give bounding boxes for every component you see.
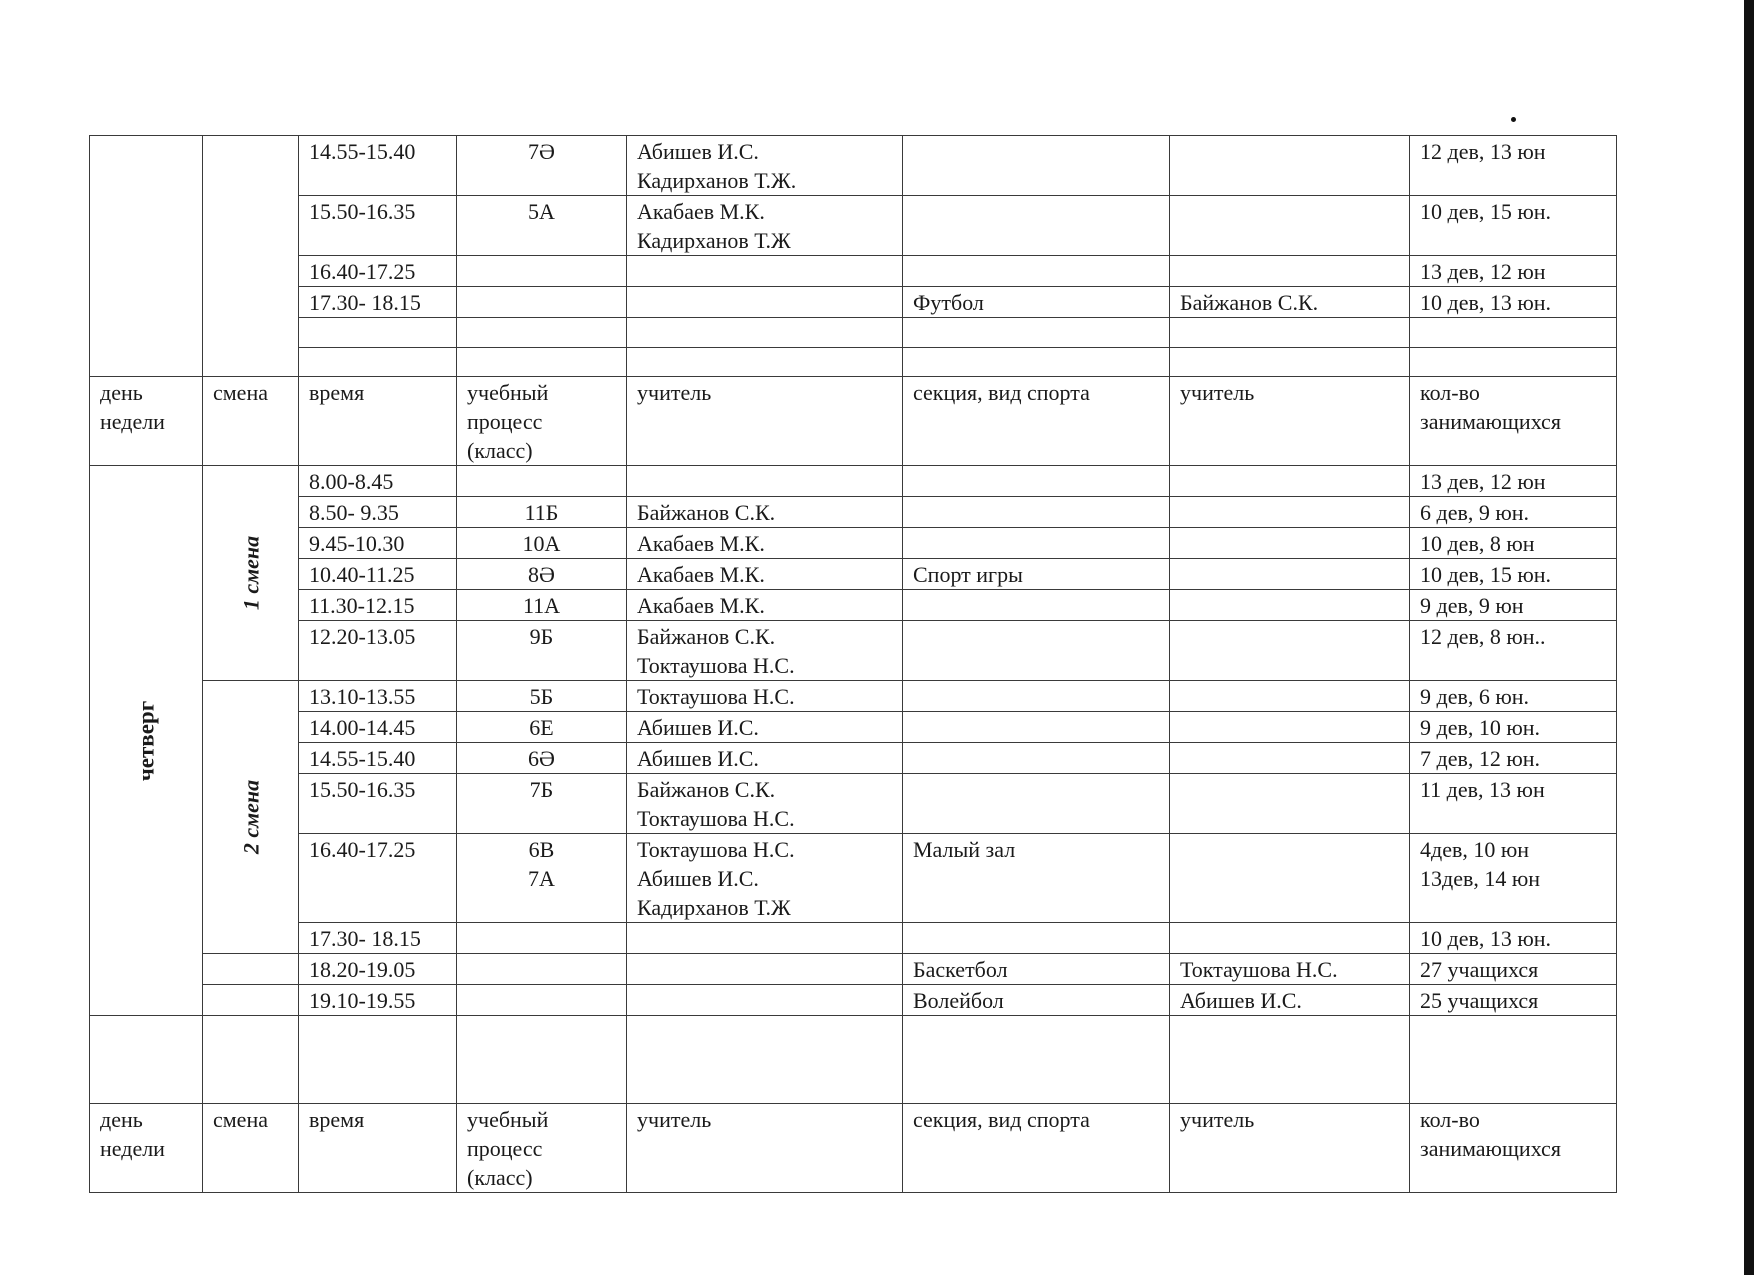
class-label: 11А: [522, 593, 561, 618]
day-cell-blank: [90, 136, 203, 377]
header-process: [457, 377, 627, 466]
header-row: [90, 1104, 1617, 1193]
teacher-cell: [627, 681, 903, 712]
count-cell: [1410, 528, 1617, 559]
teacher-name: Байжанов С.К.: [637, 624, 776, 649]
teacher-cell: [627, 954, 903, 985]
count-value: 9 дев, 9 юн: [1420, 593, 1524, 618]
count-cell: [1410, 834, 1617, 923]
teacher-name: Байжанов С.К.: [637, 777, 776, 802]
header-coach: учитель: [1170, 377, 1410, 466]
class-label: [467, 467, 616, 496]
table-row: [90, 136, 1617, 196]
section-cell: Баскетбол: [903, 954, 1170, 985]
day-cell: [90, 466, 203, 1016]
teacher-name: [637, 467, 892, 496]
coach-cell: [1170, 923, 1410, 954]
teacher-cell: [627, 743, 903, 774]
empty-cell: [299, 348, 457, 377]
shift1-cell-label: 1 смена: [238, 535, 263, 611]
class-cell: [457, 590, 627, 621]
section-cell: Футбол: [903, 287, 1170, 318]
time-cell: 18.20-19.05: [299, 954, 457, 985]
count-value: 10 дев, 13 юн.: [1420, 290, 1552, 315]
empty-cell: [203, 1016, 299, 1104]
coach-cell: Абишев И.С.: [1170, 985, 1410, 1016]
teacher-cell: [627, 497, 903, 528]
count-cell: [1410, 287, 1617, 318]
teacher-name: Байжанов С.К.: [637, 500, 776, 525]
table-row: [90, 774, 1617, 834]
count-value: 13дев, 14 юн: [1420, 866, 1541, 891]
teacher-name: [637, 924, 892, 953]
count-value: 6 дев, 9 юн.: [1420, 500, 1530, 525]
coach-cell: [1170, 466, 1410, 497]
count-value: 12 дев, 13 юн: [1420, 139, 1546, 164]
coach-cell: [1170, 590, 1410, 621]
count-value: 4дев, 10 юн: [1420, 837, 1530, 862]
class-label: [467, 986, 616, 1015]
shift2-cell-label: 2 смена: [238, 779, 263, 855]
count-value: 13 дев, 12 юн: [1420, 259, 1546, 284]
header-section: секция, вид спорта: [903, 377, 1170, 466]
header-coach: учитель: [1170, 1104, 1410, 1193]
time-cell: 19.10-19.55: [299, 985, 457, 1016]
empty-cell: [627, 1016, 903, 1104]
empty-cell: [1170, 318, 1410, 348]
empty-cell: [627, 318, 903, 348]
teacher-name: Акабаев М.К.: [637, 199, 765, 224]
teacher-name: [637, 257, 892, 286]
teacher-cell: [627, 136, 903, 196]
empty-cell: [457, 348, 627, 377]
empty-cell: [1410, 318, 1617, 348]
count-value: 10 дев, 13 юн.: [1420, 926, 1552, 951]
class-cell: [457, 559, 627, 590]
header-count: [1410, 377, 1617, 466]
time-cell: 8.00-8.45: [299, 466, 457, 497]
count-cell: [1410, 712, 1617, 743]
schedule-table: [89, 135, 1617, 1193]
count-value: 25 учащихся: [1420, 988, 1539, 1013]
class-cell: [457, 834, 627, 923]
section-cell: [903, 196, 1170, 256]
time-cell: 15.50-16.35: [299, 196, 457, 256]
class-label: 7Ә: [528, 139, 555, 164]
teacher-name: Кадирханов Т.Ж: [637, 228, 791, 253]
shift-cell-blank: [203, 985, 299, 1016]
teacher-cell: [627, 528, 903, 559]
section-cell: [903, 923, 1170, 954]
teacher-name: Токтаушова Н.С.: [637, 837, 795, 862]
time-cell: 14.55-15.40: [299, 743, 457, 774]
section-cell: [903, 621, 1170, 681]
header-process-line: учебный: [467, 1107, 549, 1132]
section-cell: [903, 681, 1170, 712]
count-value: 9 дев, 6 юн.: [1420, 684, 1530, 709]
class-cell: [457, 985, 627, 1016]
header-process-line: процесс: [467, 409, 543, 434]
class-cell: [457, 466, 627, 497]
header-day: день недели: [90, 377, 203, 466]
section-cell: [903, 743, 1170, 774]
count-cell: [1410, 681, 1617, 712]
teacher-name: Акабаев М.К.: [637, 593, 765, 618]
empty-row: [90, 318, 1617, 348]
teacher-name: Абишев И.С.: [637, 746, 759, 771]
time-cell: 11.30-12.15: [299, 590, 457, 621]
empty-cell: [1410, 348, 1617, 377]
teacher-name: [637, 986, 892, 1015]
coach-cell: Токтаушова Н.С.: [1170, 954, 1410, 985]
table-row: [90, 497, 1617, 528]
empty-cell: [1170, 348, 1410, 377]
header-shift: смена: [203, 1104, 299, 1193]
header-count-line: занимающихся: [1420, 409, 1561, 434]
count-cell: [1410, 466, 1617, 497]
class-label: 7А: [528, 866, 555, 891]
shift-cell-blank: [203, 136, 299, 377]
empty-row: [90, 1016, 1617, 1104]
time-cell: 14.55-15.40: [299, 136, 457, 196]
header-count-line: кол-во: [1420, 380, 1480, 405]
class-cell: [457, 528, 627, 559]
section-cell: [903, 136, 1170, 196]
coach-cell: [1170, 256, 1410, 287]
class-cell: [457, 743, 627, 774]
section-cell: [903, 497, 1170, 528]
coach-cell: [1170, 743, 1410, 774]
time-cell: 15.50-16.35: [299, 774, 457, 834]
table-row: [90, 985, 1617, 1016]
section-cell: [903, 590, 1170, 621]
section-cell: Спорт игры: [903, 559, 1170, 590]
time-cell: 13.10-13.55: [299, 681, 457, 712]
scan-speck: [1511, 117, 1516, 122]
count-value: 10 дев, 8 юн: [1420, 531, 1535, 556]
class-cell: [457, 621, 627, 681]
teacher-name: Акабаев М.К.: [637, 562, 765, 587]
table-row: [90, 256, 1617, 287]
coach-cell: [1170, 497, 1410, 528]
count-cell: [1410, 621, 1617, 681]
empty-cell: [1410, 1016, 1617, 1104]
header-process-line: (класс): [467, 1165, 533, 1190]
time-cell: 16.40-17.25: [299, 256, 457, 287]
shift2-cell: [203, 681, 299, 954]
class-cell: [457, 954, 627, 985]
time-cell: 12.20-13.05: [299, 621, 457, 681]
empty-cell: [903, 1016, 1170, 1104]
table-row: [90, 528, 1617, 559]
table-row: [90, 287, 1617, 318]
teacher-name: Абишев И.С.: [637, 139, 759, 164]
header-process-line: учебный: [467, 380, 549, 405]
count-cell: [1410, 985, 1617, 1016]
table-row: [90, 590, 1617, 621]
scan-page-edge: [1744, 0, 1754, 1275]
table-row: [90, 559, 1617, 590]
class-cell: [457, 923, 627, 954]
count-value: 10 дев, 15 юн.: [1420, 562, 1552, 587]
teacher-name: Акабаев М.К.: [637, 531, 765, 556]
coach-cell: [1170, 196, 1410, 256]
table-row: [90, 834, 1617, 923]
empty-cell: [903, 348, 1170, 377]
table-row: [90, 743, 1617, 774]
section-cell: Малый зал: [903, 834, 1170, 923]
teacher-cell: [627, 590, 903, 621]
class-cell: [457, 774, 627, 834]
empty-cell: [1170, 1016, 1410, 1104]
class-label: [467, 257, 616, 286]
class-label: 6В: [528, 837, 555, 862]
teacher-name: Кадирханов Т.Ж: [637, 895, 791, 920]
empty-row: [90, 348, 1617, 377]
count-value: 27 учащихся: [1420, 957, 1539, 982]
class-cell: [457, 287, 627, 318]
count-value: 9 дев, 10 юн.: [1420, 715, 1541, 740]
header-teacher: учитель: [627, 377, 903, 466]
table-row: [90, 681, 1617, 712]
teacher-cell: [627, 621, 903, 681]
coach-cell: [1170, 559, 1410, 590]
count-cell: [1410, 256, 1617, 287]
class-label: 6Е: [529, 715, 554, 740]
count-value: 11 дев, 13 юн: [1420, 777, 1545, 802]
empty-cell: [299, 318, 457, 348]
class-cell: [457, 256, 627, 287]
header-process: [457, 1104, 627, 1193]
class-label: 6Ә: [528, 746, 555, 771]
count-cell: [1410, 954, 1617, 985]
teacher-name: [637, 955, 892, 984]
coach-cell: [1170, 136, 1410, 196]
count-cell: [1410, 774, 1617, 834]
section-cell: [903, 528, 1170, 559]
day-cell-label: четверг: [133, 700, 159, 781]
section-cell: [903, 774, 1170, 834]
class-label: 10А: [522, 531, 561, 556]
header-day: день недели: [90, 1104, 203, 1193]
class-label: [467, 924, 616, 953]
coach-cell: Байжанов С.К.: [1170, 287, 1410, 318]
count-value: 13 дев, 12 юн: [1420, 469, 1546, 494]
teacher-cell: [627, 923, 903, 954]
teacher-cell: [627, 196, 903, 256]
teacher-name: [637, 288, 892, 317]
header-process-line: (класс): [467, 438, 533, 463]
time-cell: 17.30- 18.15: [299, 923, 457, 954]
table-row: [90, 466, 1617, 497]
class-label: 8Ә: [528, 562, 555, 587]
section-cell: [903, 466, 1170, 497]
coach-cell: [1170, 834, 1410, 923]
class-label: 5А: [528, 199, 555, 224]
table-row: [90, 954, 1617, 985]
class-cell: [457, 136, 627, 196]
teacher-name: Токтаушова Н.С.: [637, 653, 795, 678]
teacher-cell: [627, 559, 903, 590]
empty-cell: [90, 1016, 203, 1104]
count-value: 10 дев, 15 юн.: [1420, 199, 1552, 224]
shift-cell-blank: [203, 954, 299, 985]
teacher-name: Кадирханов Т.Ж.: [637, 168, 797, 193]
teacher-cell: [627, 466, 903, 497]
count-cell: [1410, 196, 1617, 256]
empty-cell: [457, 318, 627, 348]
teacher-name: Абишев И.С.: [637, 866, 759, 891]
teacher-cell: [627, 287, 903, 318]
header-time: время: [299, 377, 457, 466]
coach-cell: [1170, 774, 1410, 834]
table-row: [90, 196, 1617, 256]
section-cell: [903, 256, 1170, 287]
count-cell: [1410, 743, 1617, 774]
header-row: [90, 377, 1617, 466]
header-count-line: кол-во: [1420, 1107, 1480, 1132]
class-cell: [457, 712, 627, 743]
count-cell: [1410, 923, 1617, 954]
coach-cell: [1170, 621, 1410, 681]
header-process-line: процесс: [467, 1136, 543, 1161]
empty-cell: [903, 318, 1170, 348]
class-cell: [457, 497, 627, 528]
time-cell: 10.40-11.25: [299, 559, 457, 590]
class-cell: [457, 681, 627, 712]
class-label: [467, 955, 616, 984]
class-cell: [457, 196, 627, 256]
count-cell: [1410, 497, 1617, 528]
class-label: 9Б: [529, 624, 554, 649]
class-label: 7Б: [529, 777, 554, 802]
time-cell: 14.00-14.45: [299, 712, 457, 743]
count-value: 7 дев, 12 юн.: [1420, 746, 1541, 771]
table-row: [90, 621, 1617, 681]
empty-cell: [299, 1016, 457, 1104]
table-row: [90, 712, 1617, 743]
empty-cell: [457, 1016, 627, 1104]
teacher-cell: [627, 774, 903, 834]
teacher-cell: [627, 834, 903, 923]
header-count: [1410, 1104, 1617, 1193]
coach-cell: [1170, 528, 1410, 559]
header-time: время: [299, 1104, 457, 1193]
count-cell: [1410, 559, 1617, 590]
teacher-cell: [627, 712, 903, 743]
section-cell: Волейбол: [903, 985, 1170, 1016]
teacher-name: Абишев И.С.: [637, 715, 759, 740]
time-cell: 9.45-10.30: [299, 528, 457, 559]
time-cell: 16.40-17.25: [299, 834, 457, 923]
teacher-name: Токтаушова Н.С.: [637, 806, 795, 831]
teacher-name: Токтаушова Н.С.: [637, 684, 795, 709]
count-value: 12 дев, 8 юн..: [1420, 624, 1546, 649]
count-cell: [1410, 136, 1617, 196]
header-shift: смена: [203, 377, 299, 466]
coach-cell: [1170, 681, 1410, 712]
table-row: [90, 923, 1617, 954]
time-cell: 8.50- 9.35: [299, 497, 457, 528]
teacher-cell: [627, 256, 903, 287]
header-count-line: занимающихся: [1420, 1136, 1561, 1161]
coach-cell: [1170, 712, 1410, 743]
class-label: [467, 288, 616, 317]
class-label: 11Б: [524, 500, 559, 525]
time-cell: 17.30- 18.15: [299, 287, 457, 318]
count-cell: [1410, 590, 1617, 621]
section-cell: [903, 712, 1170, 743]
class-label: 5Б: [529, 684, 554, 709]
shift1-cell: [203, 466, 299, 681]
header-section: секция, вид спорта: [903, 1104, 1170, 1193]
header-teacher: учитель: [627, 1104, 903, 1193]
empty-cell: [627, 348, 903, 377]
teacher-cell: [627, 985, 903, 1016]
